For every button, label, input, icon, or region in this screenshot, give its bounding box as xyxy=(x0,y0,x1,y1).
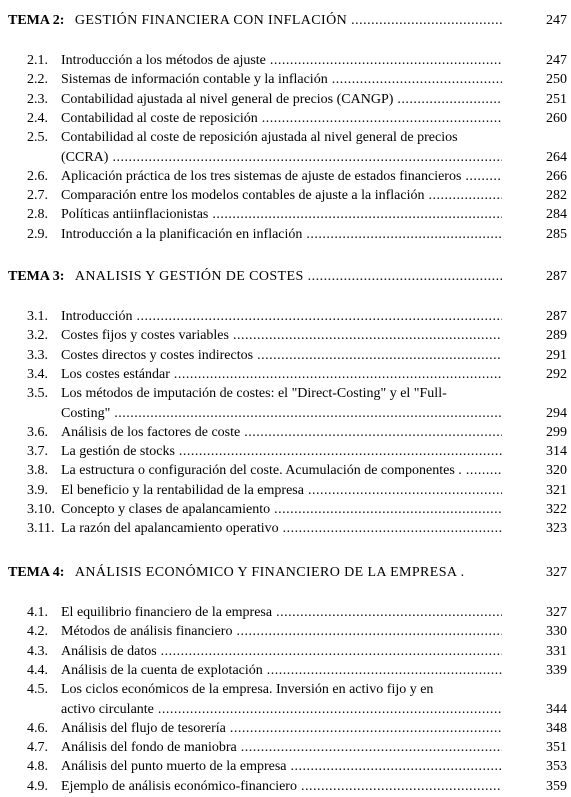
entry-title: Concepto y clases de apalancamiento ..... xyxy=(61,501,502,519)
toc-entry-line xyxy=(0,662,571,680)
entry-page-number: 351 xyxy=(546,740,567,756)
toc-entry-line xyxy=(0,424,571,442)
entry-number: 4.7. xyxy=(27,740,48,756)
entry-title: Introducción a los métodos de ajuste ..... xyxy=(61,52,502,70)
section-heading-text xyxy=(8,268,502,286)
toc-entry-line xyxy=(0,129,571,147)
entry-page-number: 282 xyxy=(546,188,567,204)
section-label: TEMA 4 xyxy=(8,565,60,580)
entry-number: 3.3. xyxy=(27,347,48,363)
toc-entry-line xyxy=(0,758,571,776)
section-label-colon: : xyxy=(59,269,65,284)
entry-title: Introducción a la planificación en inflación ..... xyxy=(61,226,502,244)
entry-number: 3.1. xyxy=(27,309,48,324)
section-title: GESTIÓN FINANCIERA CON INFLACIÓN xyxy=(74,13,348,28)
entry-title: Análisis del punto muerto de la empresa ..... xyxy=(61,758,502,776)
toc-entry-line xyxy=(0,443,571,461)
entry-title: Análisis de datos ..... xyxy=(61,643,502,661)
entry-number: 4.4. xyxy=(27,662,48,678)
toc-entry-line xyxy=(0,149,571,167)
entry-title: Contabilidad al coste de reposición ..... xyxy=(61,110,502,128)
entry-page-number: 299 xyxy=(546,424,567,440)
section-page-number: 287 xyxy=(546,269,567,284)
entry-number: 3.7. xyxy=(27,444,48,460)
entry-number: 3.9. xyxy=(27,482,48,498)
entry-page-number: 294 xyxy=(546,405,567,421)
entry-page-number: 291 xyxy=(546,347,567,363)
toc-entry-line xyxy=(0,482,571,500)
entry-number: 4.3. xyxy=(27,643,48,659)
entry-title: Costes fijos y costes variables ..... xyxy=(61,327,502,345)
entry-title: Métodos de análisis financiero ..... xyxy=(61,623,502,641)
entry-page-number: 314 xyxy=(546,444,567,460)
entry-page-number: 353 xyxy=(546,759,567,775)
entry-title: Ejemplo de análisis económico-financiero ..... xyxy=(61,778,502,796)
entry-number: 4.9. xyxy=(27,778,48,794)
toc-entry-line xyxy=(0,52,571,70)
toc-entry-line xyxy=(0,347,571,365)
entry-title: Aplicación práctica de los tres sistemas de ajuste de estados financieros ..... xyxy=(61,168,502,186)
entry-number: 2.5. xyxy=(27,130,48,146)
toc-entry-line xyxy=(0,110,571,128)
entry-title: La razón del apalancamiento operativo ..... xyxy=(61,520,502,538)
entry-number: 3.8. xyxy=(27,463,48,479)
entry-page-number: 344 xyxy=(546,701,567,717)
entry-number: 2.1. xyxy=(27,53,48,68)
entry-page-number: 250 xyxy=(546,72,567,88)
toc-entry-line xyxy=(0,462,571,480)
entry-number: 2.2. xyxy=(27,72,48,88)
toc-entry-line xyxy=(0,327,571,345)
entry-title: El beneficio y la rentabilidad de la empresa ..... xyxy=(61,482,502,500)
toc-entry-line xyxy=(0,604,571,622)
entry-title: activo circulante ..... xyxy=(61,701,502,719)
entry-title: Análisis del flujo de tesorería ..... xyxy=(61,720,502,738)
entry-title: Políticas antiinflacionistas ..... xyxy=(61,206,502,224)
entry-page-number: 323 xyxy=(546,521,567,537)
entry-title: Contabilidad al coste de reposición ajustada al nivel general de precios xyxy=(61,130,458,146)
entry-page-number: 284 xyxy=(546,207,567,223)
entry-page-number: 292 xyxy=(546,366,567,382)
entry-title: Los métodos de imputación de costes: el "Direct-Costing" y el "Full- xyxy=(61,386,447,402)
entry-number: 4.6. xyxy=(27,720,48,736)
entry-title: Costing" ..... xyxy=(61,405,502,423)
section-page-number: 327 xyxy=(546,565,567,580)
toc-entry-line xyxy=(0,385,571,403)
toc-entry-line xyxy=(0,226,571,244)
entry-number: 2.6. xyxy=(27,168,48,184)
entry-number: 3.10. xyxy=(27,502,55,517)
entry-title: Los ciclos económicos de la empresa. Inversión en activo fijo y en xyxy=(61,682,434,698)
entry-page-number: 322 xyxy=(546,502,567,517)
toc-entry-line xyxy=(0,71,571,89)
entry-number: 4.1. xyxy=(27,605,48,620)
entry-number: 2.7. xyxy=(27,188,48,204)
entry-page-number: 285 xyxy=(546,226,567,242)
entry-title: Costes directos y costes indirectos ..... xyxy=(61,347,502,365)
section-heading-text xyxy=(8,12,502,30)
entry-number: 3.4. xyxy=(27,366,48,382)
entry-number: 2.9. xyxy=(27,226,48,242)
entry-title: La gestión de stocks ..... xyxy=(61,443,502,461)
toc-entry-line xyxy=(0,187,571,205)
section-label: TEMA 3 xyxy=(8,269,60,284)
entry-title: Contabilidad ajustada al nivel general de precios (CANGP) ..... xyxy=(61,91,502,109)
entry-number: 3.5. xyxy=(27,386,48,402)
entry-number: 4.8. xyxy=(27,759,48,775)
toc-entry-line xyxy=(0,168,571,186)
toc-entry-line xyxy=(0,739,571,757)
entry-number: 3.11. xyxy=(27,521,55,537)
toc-entry-line xyxy=(0,520,571,538)
entry-page-number: 359 xyxy=(546,778,567,794)
entry-title: (CCRA) ..... xyxy=(61,149,502,167)
entry-page-number: 287 xyxy=(546,309,567,324)
toc-entry-line xyxy=(0,720,571,738)
toc-entry-line xyxy=(0,206,571,224)
entry-number: 4.2. xyxy=(27,624,48,640)
entry-page-number: 251 xyxy=(546,91,567,107)
section-heading-text xyxy=(8,564,502,582)
entry-title: Comparación entre los modelos contables de ajuste a la inflación ..... xyxy=(61,187,502,205)
entry-number: 3.6. xyxy=(27,424,48,440)
section-label: TEMA 2 xyxy=(8,13,60,28)
section-title: ANÁLISIS ECONÓMICO Y FINANCIERO DE LA EMPRESA . xyxy=(74,565,465,580)
entry-number: 3.2. xyxy=(27,328,48,344)
entry-page-number: 247 xyxy=(546,53,567,68)
entry-page-number: 331 xyxy=(546,643,567,659)
toc-entry-line xyxy=(0,623,571,641)
entry-page-number: 327 xyxy=(546,605,567,620)
entry-title: Análisis de la cuenta de explotación ..... xyxy=(61,662,502,680)
entry-title: Sistemas de información contable y la inflación ..... xyxy=(61,71,502,89)
entry-page-number: 320 xyxy=(546,463,567,479)
entry-page-number: 266 xyxy=(546,168,567,184)
entry-number: 4.5. xyxy=(27,682,48,698)
toc-entry-line xyxy=(0,91,571,109)
entry-number: 2.4. xyxy=(27,110,48,126)
toc-entry-line xyxy=(0,681,571,699)
entry-page-number: 264 xyxy=(546,149,567,165)
section-title: ANALISIS Y GESTIÓN DE COSTES xyxy=(74,269,304,284)
toc-entry-line xyxy=(0,643,571,661)
entry-page-number: 260 xyxy=(546,110,567,126)
entry-title: Análisis de los factores de coste ..... xyxy=(61,424,502,442)
toc-entry-line xyxy=(0,501,571,519)
entry-page-number: 289 xyxy=(546,328,567,344)
entry-number: 2.3. xyxy=(27,91,48,107)
toc-entry-line xyxy=(0,778,571,796)
toc-entry-line xyxy=(0,366,571,384)
toc-entry-line xyxy=(0,701,571,719)
section-heading xyxy=(0,564,571,582)
section-label-colon: : xyxy=(59,13,65,28)
entry-title: La estructura o configuración del coste. Acumulación de componentes . ..... xyxy=(61,462,502,480)
entry-page-number: 339 xyxy=(546,662,567,678)
entry-number: 2.8. xyxy=(27,207,48,223)
entry-page-number: 348 xyxy=(546,720,567,736)
entry-page-number: 321 xyxy=(546,482,567,498)
entry-title: El equilibrio financiero de la empresa ..... xyxy=(61,604,502,622)
section-page-number: 247 xyxy=(546,13,567,28)
section-heading xyxy=(0,268,571,286)
toc-entry-line xyxy=(0,405,571,423)
section-heading xyxy=(0,12,571,30)
entry-page-number: 330 xyxy=(546,624,567,640)
entry-title: Análisis del fondo de maniobra ..... xyxy=(61,739,502,757)
entry-title: Introducción ..... xyxy=(61,308,502,326)
section-label-colon: : xyxy=(59,565,65,580)
toc-entry-line xyxy=(0,308,571,326)
entry-title: Los costes estándar ..... xyxy=(61,366,502,384)
